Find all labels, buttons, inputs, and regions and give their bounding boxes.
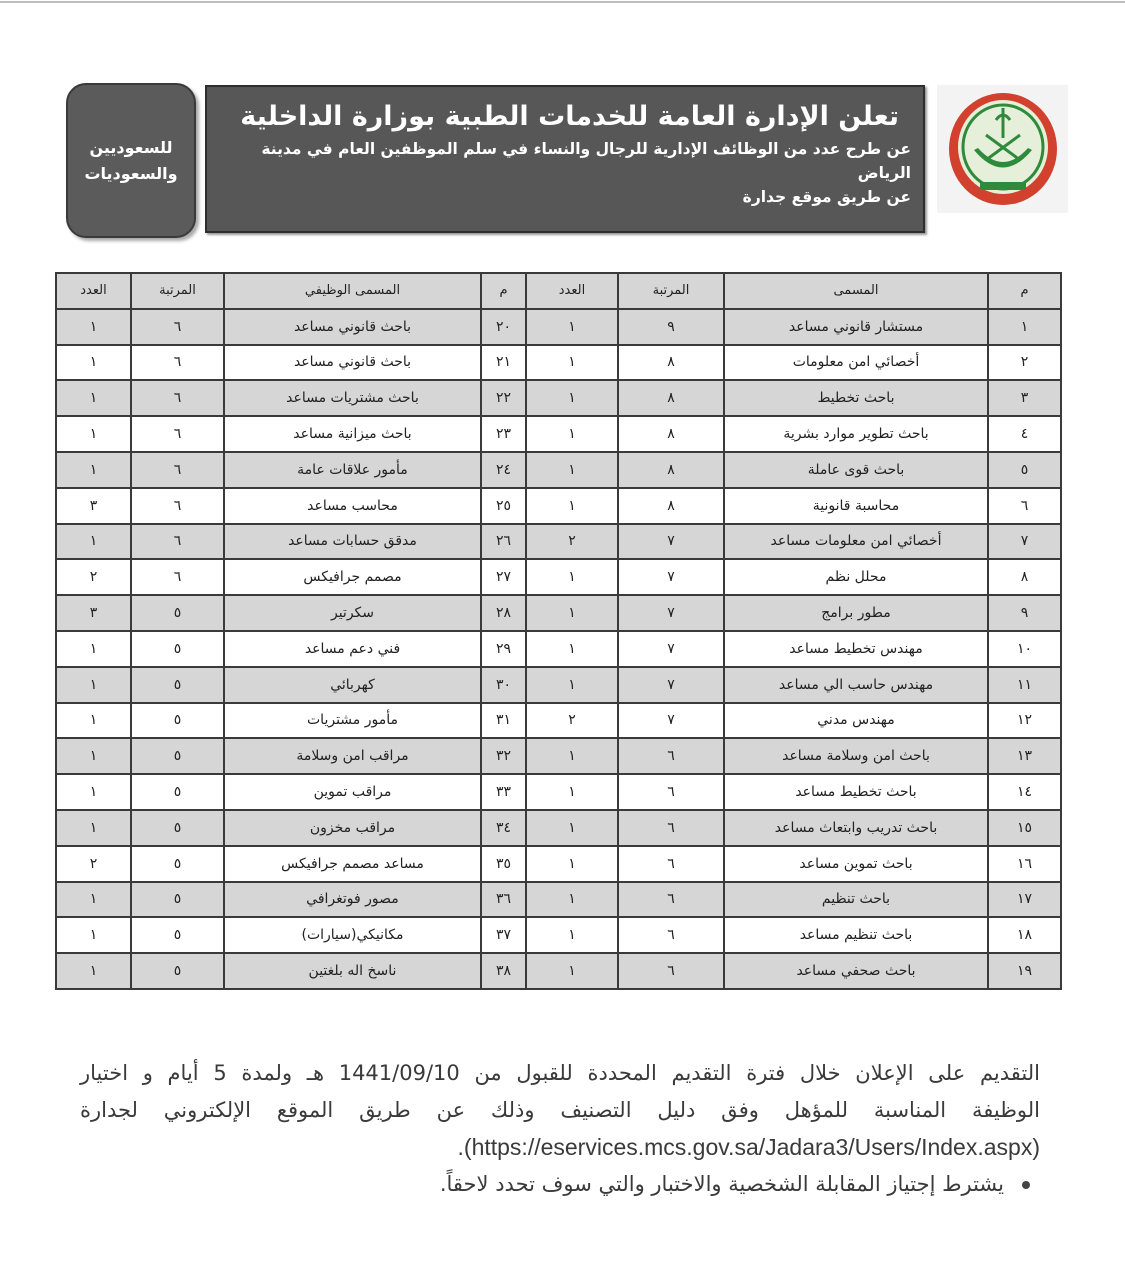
table-row: [56, 846, 1061, 882]
cell-title: مكانيكي(سيارات): [224, 917, 481, 953]
cell-count: ١: [56, 917, 131, 953]
cell-grade: ٦: [131, 416, 224, 452]
cell-count: ١: [526, 846, 618, 882]
cell-no: ٢٦: [481, 524, 526, 560]
cell-count: ١: [526, 667, 618, 703]
cell-grade: ٥: [131, 953, 224, 989]
cell-grade: ٥: [131, 882, 224, 918]
cell-no: ٢٩: [481, 631, 526, 667]
cell-title: محاسبة قانونية: [724, 488, 988, 524]
cell-grade: ٦: [618, 953, 724, 989]
cell-count: ٢: [526, 703, 618, 739]
table-row: [56, 309, 1061, 345]
cell-title: باحث امن وسلامة مساعد: [724, 738, 988, 774]
note-line-1: التقديم على الإعلان خلال فترة التقديم المحددة للقبول من 1441/09/10 هـ ولمدة 5 أيام و اختيار: [80, 1061, 1040, 1085]
cell-no: ١٨: [988, 917, 1061, 953]
cell-grade: ٨: [618, 345, 724, 381]
cell-title: مهندس حاسب الي مساعد: [724, 667, 988, 703]
cell-grade: ٥: [131, 846, 224, 882]
cell-no: ٣٢: [481, 738, 526, 774]
cell-no: ٢٨: [481, 595, 526, 631]
cell-count: ١: [56, 309, 131, 345]
note-bullet-text: يشترط إجتياز المقابلة الشخصية والاختبار والتي سوف تحدد لاحقاً.: [439, 1172, 1004, 1196]
cell-grade: ٥: [131, 703, 224, 739]
cell-count: ١: [56, 738, 131, 774]
cell-no: ١١: [988, 667, 1061, 703]
table-row: [56, 631, 1061, 667]
cell-title: أخصائي امن معلومات مساعد: [724, 524, 988, 560]
cell-title: باحث تدريب وابتعاث مساعد: [724, 810, 988, 846]
cell-title: باحث ميزانية مساعد: [224, 416, 481, 452]
cell-count: ١: [526, 416, 618, 452]
cell-no: ١٣: [988, 738, 1061, 774]
cell-grade: ٦: [618, 846, 724, 882]
jadara-link[interactable]: (https://eservices.mcs.gov.sa/Jadara3/Users/Index.aspx).: [457, 1134, 1040, 1160]
cell-grade: ٦: [618, 810, 724, 846]
header-title: المسمى: [724, 273, 988, 309]
cell-no: ٢٣: [481, 416, 526, 452]
cell-count: ١: [526, 380, 618, 416]
cell-count: ١: [526, 917, 618, 953]
audience-men: للسعوديين: [89, 137, 173, 157]
table-row: [56, 667, 1061, 703]
table-row: [56, 774, 1061, 810]
jobs-table: [55, 272, 1062, 990]
cell-no: ٩: [988, 595, 1061, 631]
table-header-row: [56, 273, 1061, 309]
cell-title: ناسخ اله بلغتين: [224, 953, 481, 989]
cell-count: ٣: [56, 488, 131, 524]
cell-title: مصور فوتغرافي: [224, 882, 481, 918]
cell-grade: ٧: [618, 595, 724, 631]
cell-grade: ٨: [618, 416, 724, 452]
header-no-2: م: [481, 273, 526, 309]
cell-count: ١: [56, 452, 131, 488]
cell-count: ١: [56, 416, 131, 452]
cell-grade: ٦: [618, 738, 724, 774]
cell-no: ٧: [988, 524, 1061, 560]
cell-grade: ٩: [618, 309, 724, 345]
cell-grade: ٥: [131, 738, 224, 774]
table-row: [56, 703, 1061, 739]
announcement-subtitle: عن طرح عدد من الوظائف الإدارية للرجال والنساء في سلم الموظفين العام في مدينة الرياض: [261, 140, 911, 182]
cell-title: باحث صحفي مساعد: [724, 953, 988, 989]
cell-grade: ٥: [131, 667, 224, 703]
header-count-2: العدد: [56, 273, 131, 309]
cell-grade: ٨: [618, 452, 724, 488]
cell-count: ٣: [56, 595, 131, 631]
table-row: [56, 917, 1061, 953]
cell-title: باحث قانوني مساعد: [224, 345, 481, 381]
table-row: [56, 953, 1061, 989]
cell-count: ٢: [526, 524, 618, 560]
cell-title: أخصائي امن معلومات: [724, 345, 988, 381]
cell-title: مدقق حسابات مساعد: [224, 524, 481, 560]
cell-no: ٣: [988, 380, 1061, 416]
cell-grade: ٧: [618, 559, 724, 595]
cell-grade: ٨: [618, 380, 724, 416]
header-count: العدد: [526, 273, 618, 309]
cell-count: ١: [526, 452, 618, 488]
announcement-banner: [205, 85, 925, 233]
table-row: [56, 416, 1061, 452]
cell-title: محلل نظم: [724, 559, 988, 595]
cell-grade: ٧: [618, 667, 724, 703]
cell-count: ١: [56, 380, 131, 416]
cell-no: ٣١: [481, 703, 526, 739]
table-row: [56, 882, 1061, 918]
cell-title: مأمور علاقات عامة: [224, 452, 481, 488]
cell-grade: ٦: [131, 309, 224, 345]
cell-grade: ٥: [131, 810, 224, 846]
announcement-title: تعلن الإدارة العامة للخدمات الطبية بوزارة الداخلية: [240, 101, 899, 132]
header-grade-2: المرتبة: [131, 273, 224, 309]
cell-no: ٥: [988, 452, 1061, 488]
cell-no: ٣٣: [481, 774, 526, 810]
table-row: [56, 524, 1061, 560]
header-grade: المرتبة: [618, 273, 724, 309]
cell-count: ١: [526, 631, 618, 667]
ministry-logo: [937, 85, 1068, 213]
table-row: [56, 559, 1061, 595]
table-row: [56, 345, 1061, 381]
cell-grade: ٧: [618, 703, 724, 739]
cell-count: ١: [526, 738, 618, 774]
jobs-table-body: [56, 309, 1061, 989]
table-row: [56, 488, 1061, 524]
cell-no: ١٥: [988, 810, 1061, 846]
cell-count: ١: [526, 559, 618, 595]
cell-count: ١: [526, 488, 618, 524]
cell-no: ١٢: [988, 703, 1061, 739]
cell-count: ١: [526, 774, 618, 810]
cell-title: مستشار قانوني مساعد: [724, 309, 988, 345]
cell-count: ١: [526, 309, 618, 345]
cell-title: باحث تموين مساعد: [724, 846, 988, 882]
cell-no: ٣٥: [481, 846, 526, 882]
cell-no: ٤: [988, 416, 1061, 452]
cell-title: مهندس تخطيط مساعد: [724, 631, 988, 667]
header-no: م: [988, 273, 1061, 309]
cell-count: ٢: [56, 846, 131, 882]
cell-no: ٣٠: [481, 667, 526, 703]
table-row: [56, 380, 1061, 416]
cell-grade: ٦: [131, 559, 224, 595]
cell-grade: ٦: [618, 882, 724, 918]
cell-count: ١: [526, 345, 618, 381]
cell-no: ١: [988, 309, 1061, 345]
cell-no: ٦: [988, 488, 1061, 524]
cell-grade: ٦: [131, 345, 224, 381]
cell-title: باحث قوى عاملة: [724, 452, 988, 488]
cell-count: ١: [56, 810, 131, 846]
cell-grade: ٦: [618, 917, 724, 953]
cell-count: ١: [526, 595, 618, 631]
cell-title: مصمم جرافيكس: [224, 559, 481, 595]
emblem-icon: [944, 90, 1062, 208]
cell-no: ٣٤: [481, 810, 526, 846]
cell-no: ٢٠: [481, 309, 526, 345]
cell-no: ٢٤: [481, 452, 526, 488]
header-title-2: المسمى الوظيفي: [224, 273, 481, 309]
note-bullet: [80, 1166, 1040, 1203]
cell-title: مطور برامج: [724, 595, 988, 631]
table-row: [56, 810, 1061, 846]
cell-count: ١: [56, 345, 131, 381]
cell-title: محاسب مساعد: [224, 488, 481, 524]
cell-grade: ٦: [131, 524, 224, 560]
cell-grade: ٦: [131, 452, 224, 488]
table-row: [56, 452, 1061, 488]
cell-no: ٣٦: [481, 882, 526, 918]
cell-count: ٢: [56, 559, 131, 595]
cell-no: ١٩: [988, 953, 1061, 989]
cell-grade: ٥: [131, 774, 224, 810]
cell-title: باحث مشتريات مساعد: [224, 380, 481, 416]
cell-title: باحث تطوير موارد بشرية: [724, 416, 988, 452]
cell-title: مهندس مدني: [724, 703, 988, 739]
cell-count: ١: [56, 774, 131, 810]
cell-title: باحث تخطيط مساعد: [724, 774, 988, 810]
cell-count: ١: [526, 953, 618, 989]
cell-title: كهربائي: [224, 667, 481, 703]
cell-title: باحث تخطيط: [724, 380, 988, 416]
cell-no: ٢: [988, 345, 1061, 381]
cell-title: مراقب تموين: [224, 774, 481, 810]
cell-title: مأمور مشتريات: [224, 703, 481, 739]
cell-count: ١: [56, 703, 131, 739]
cell-title: مراقب امن وسلامة: [224, 738, 481, 774]
cell-grade: ٦: [618, 774, 724, 810]
cell-grade: ٧: [618, 524, 724, 560]
cell-grade: ٥: [131, 917, 224, 953]
cell-count: ١: [56, 631, 131, 667]
bullet-icon: [1022, 1181, 1030, 1189]
cell-no: ١٠: [988, 631, 1061, 667]
cell-no: ٢٢: [481, 380, 526, 416]
cell-title: باحث قانوني مساعد: [224, 309, 481, 345]
cell-title: مساعد مصمم جرافيكس: [224, 846, 481, 882]
cell-no: ٨: [988, 559, 1061, 595]
cell-grade: ٦: [131, 488, 224, 524]
cell-no: ١٤: [988, 774, 1061, 810]
top-border: [0, 1, 1125, 3]
cell-grade: ٦: [131, 380, 224, 416]
cell-title: باحث تنظيم: [724, 882, 988, 918]
cell-no: ١٧: [988, 882, 1061, 918]
announcement-subtitle-2: عن طريق موقع جدارة: [742, 188, 911, 206]
cell-grade: ٥: [131, 595, 224, 631]
cell-count: ١: [56, 524, 131, 560]
cell-count: ١: [56, 882, 131, 918]
application-notes: [80, 1055, 1040, 1203]
cell-count: ١: [526, 882, 618, 918]
audience-women: والسعوديات: [84, 163, 178, 183]
cell-no: ٣٧: [481, 917, 526, 953]
cell-no: ١٦: [988, 846, 1061, 882]
cell-title: باحث تنظيم مساعد: [724, 917, 988, 953]
cell-title: فني دعم مساعد: [224, 631, 481, 667]
cell-title: مراقب مخزون: [224, 810, 481, 846]
audience-badge: [66, 83, 196, 238]
cell-grade: ٨: [618, 488, 724, 524]
cell-count: ١: [526, 810, 618, 846]
cell-count: ١: [56, 953, 131, 989]
table-row: [56, 595, 1061, 631]
cell-no: ٢٧: [481, 559, 526, 595]
cell-title: سكرتير: [224, 595, 481, 631]
cell-grade: ٥: [131, 631, 224, 667]
cell-no: ٢١: [481, 345, 526, 381]
cell-no: ٣٨: [481, 953, 526, 989]
cell-no: ٢٥: [481, 488, 526, 524]
note-line-2: الوظيفة المناسبة للمؤهل وفق دليل التصنيف وذلك عن طريق الموقع الإلكتروني لجدارة: [80, 1098, 1040, 1122]
table-row: [56, 738, 1061, 774]
cell-grade: ٧: [618, 631, 724, 667]
cell-count: ١: [56, 667, 131, 703]
